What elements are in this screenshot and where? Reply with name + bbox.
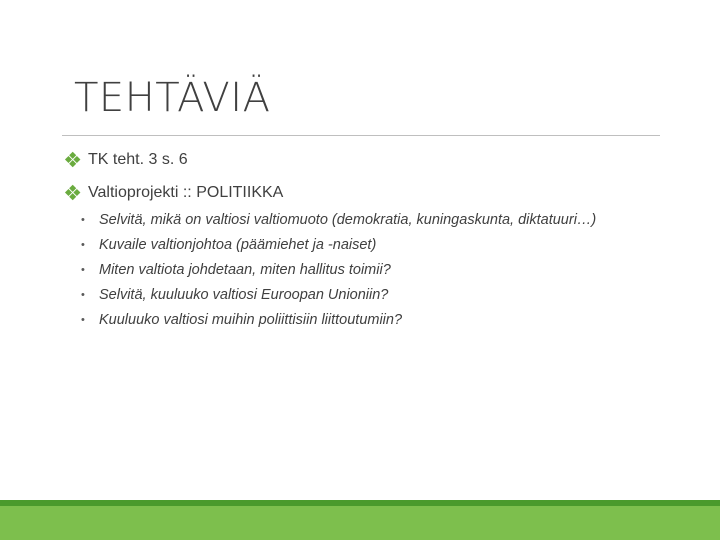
bullet-item (64, 148, 704, 172)
sub-bullet-text: Selvitä, kuuluuko valtiosi Euroopan Unioniin? (99, 286, 389, 303)
sub-bullet-dot: • (81, 288, 85, 301)
slide-title: TEHTÄVIÄ (74, 75, 271, 121)
sub-bullet-dot: • (81, 263, 85, 276)
sub-bullet-item (81, 307, 704, 332)
sub-bullet-text: Kuvaile valtionjohtoa (päämiehet ja -naiset) (99, 236, 377, 253)
sub-bullet-item (81, 257, 704, 282)
sub-bullet-dot: • (81, 213, 85, 226)
sub-bullet-item (81, 207, 704, 232)
title-divider (62, 135, 660, 136)
sub-bullet-text: Kuuluuko valtiosi muihin poliittisiin liittoutumiin? (99, 311, 403, 328)
sub-bullet-text: Selvitä, mikä on valtiosi valtiomuoto (demokratia, kuningaskunta, diktatuuri…) (99, 211, 597, 228)
sub-bullet-dot: • (81, 238, 85, 251)
sub-bullet-dot: • (81, 313, 85, 326)
footer-accent-line (0, 500, 720, 506)
slide-content (64, 148, 704, 332)
bullet-text: Valtioprojekti :: POLITIIKKA (88, 184, 284, 201)
sub-bullet-item (81, 232, 704, 257)
bullet-item (64, 181, 704, 205)
footer-accent-bar (0, 500, 720, 540)
bullet-text: TK teht. 3 s. 6 (88, 151, 188, 168)
sub-bullet-item (81, 282, 704, 307)
diamond-bullet-icon (64, 184, 82, 202)
sub-bullet-text: Miten valtiota johdetaan, miten hallitus toimii? (99, 261, 391, 278)
diamond-bullet-icon (64, 151, 82, 169)
sub-bullet-list (81, 207, 704, 332)
